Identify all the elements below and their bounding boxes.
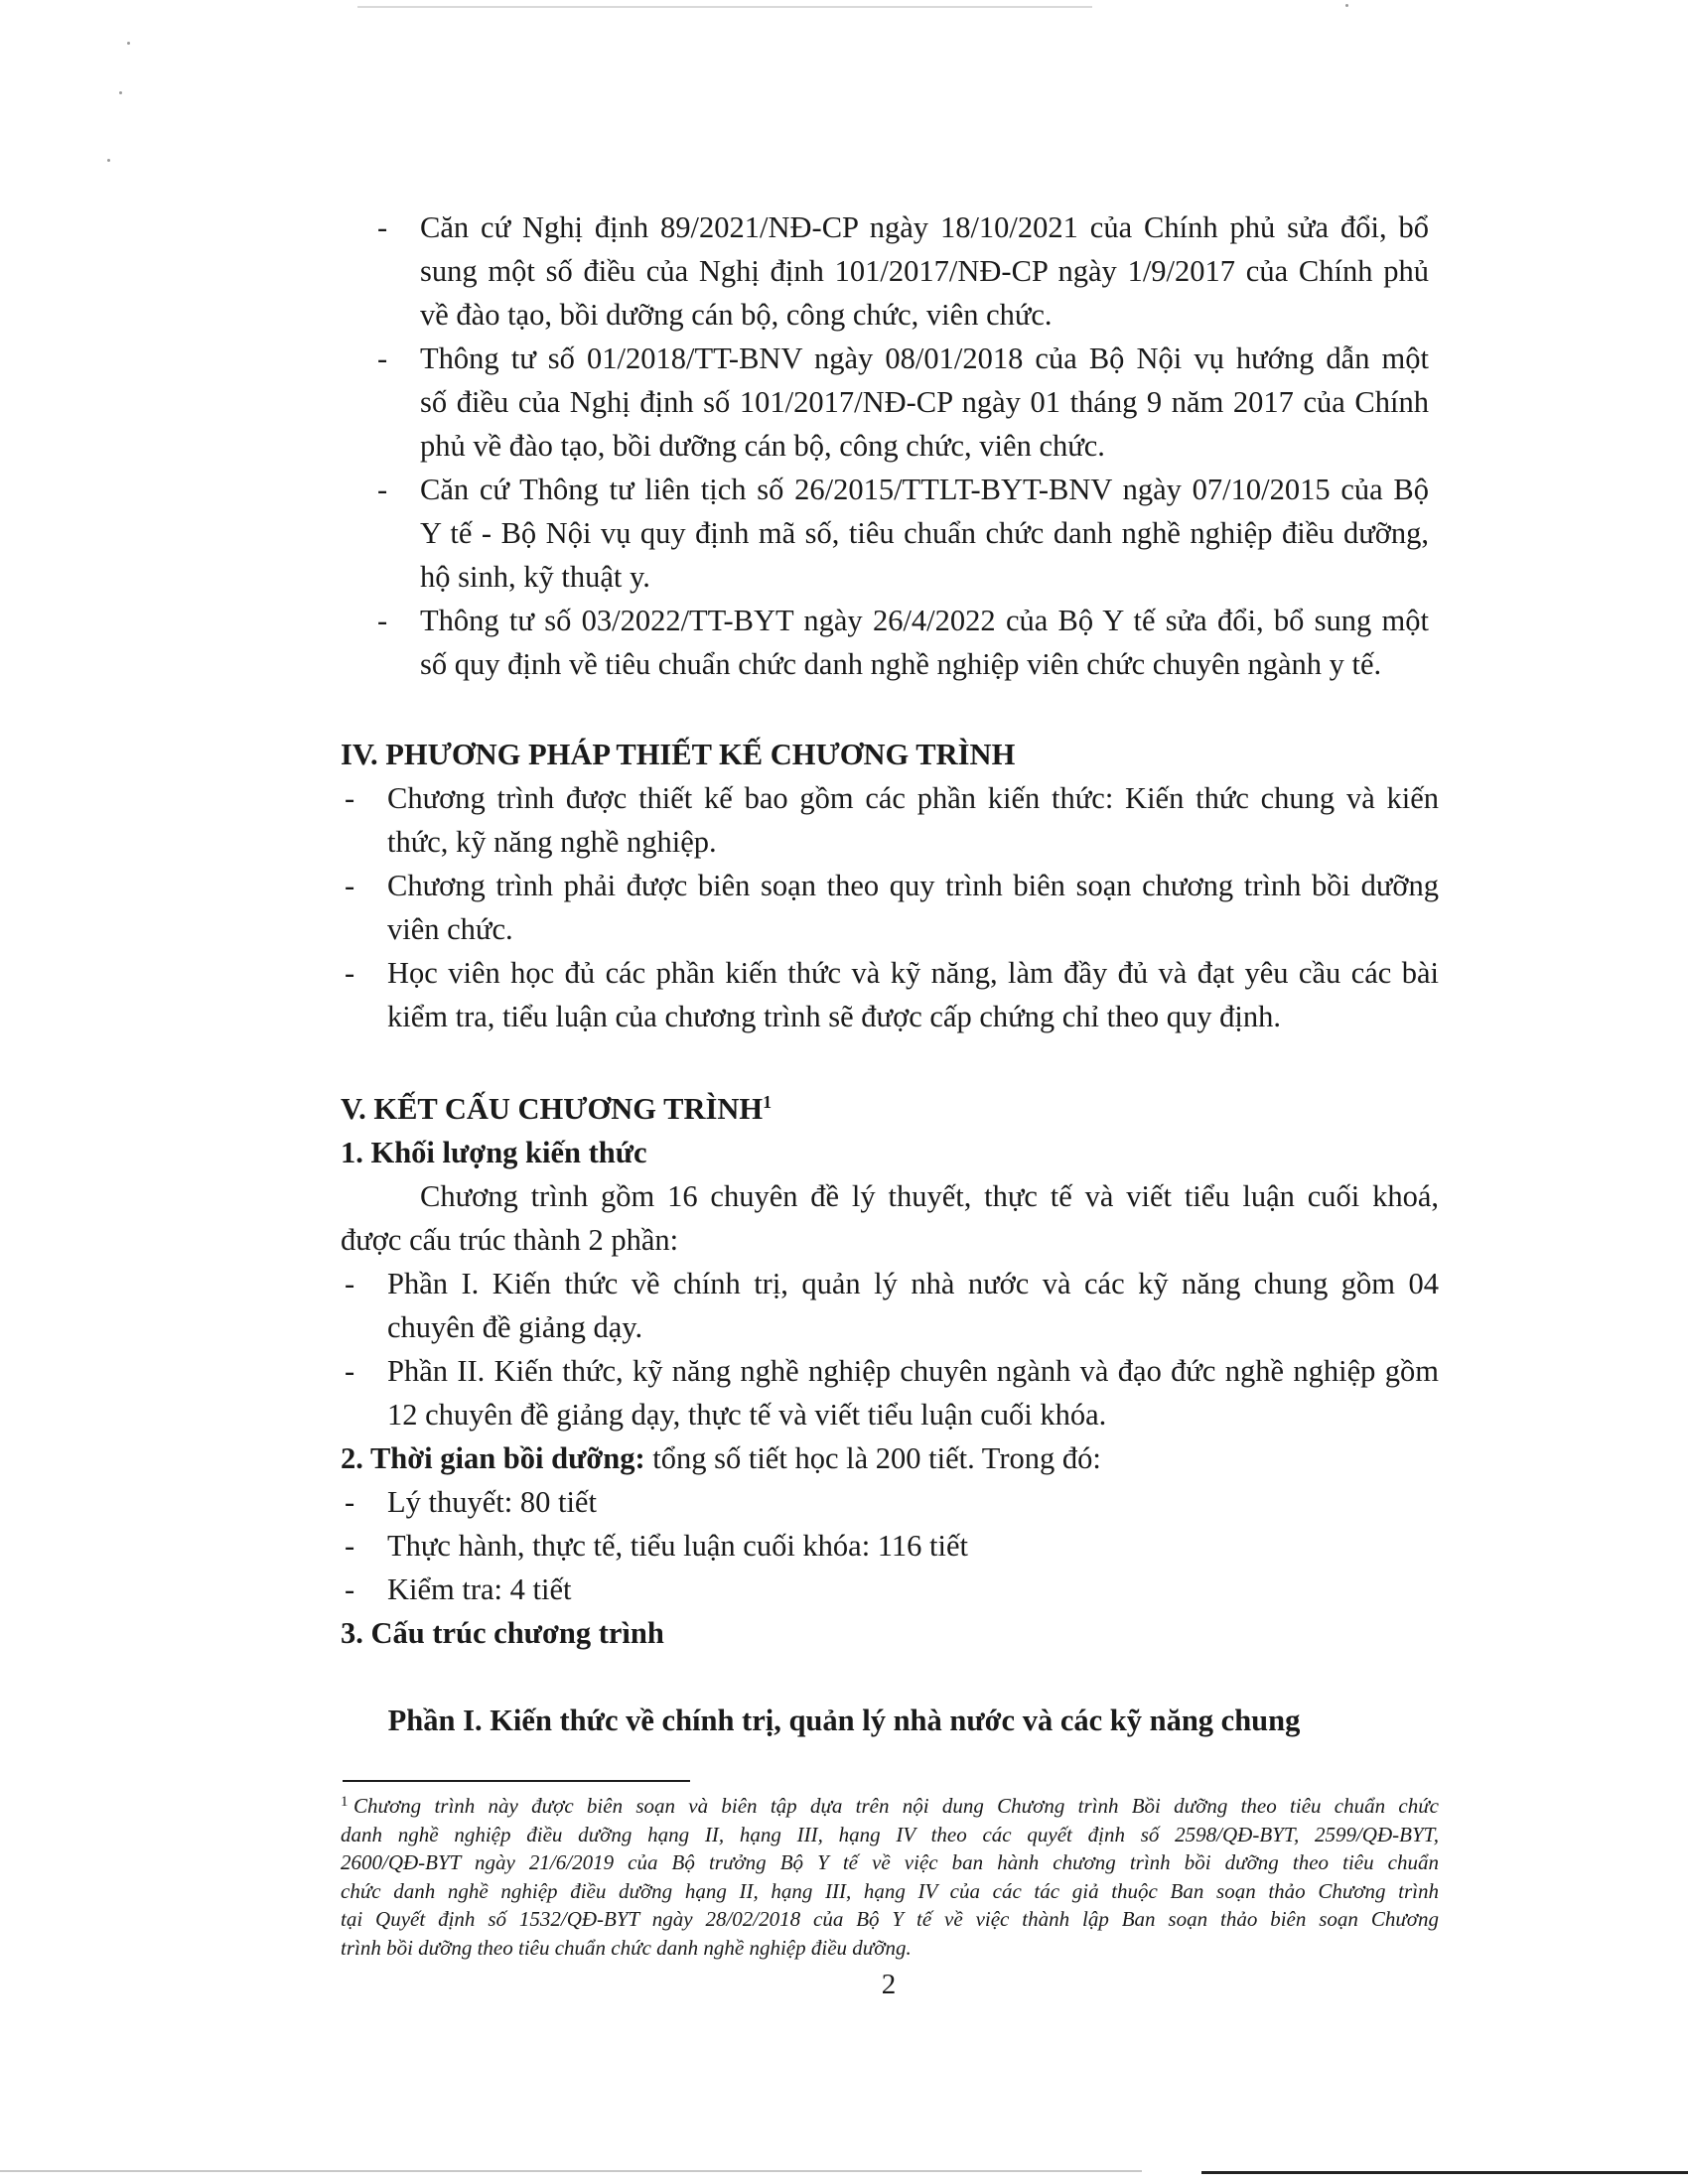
list-item-line: Chương trình phải được biên soạn theo quy trình biên soạn chương trình bồi dưỡng [387,869,1439,902]
list-item-line: Phần I. Kiến thức về chính trị, quản lý nhà nước và các kỹ năng chung gồm 04 [387,1267,1439,1300]
list-item-line: kiểm tra, tiểu luận của chương trình sẽ được cấp chứng chỉ theo quy định. [387,1000,1282,1033]
list-item-marker: - [345,1529,355,1563]
list-item-line: phủ về đào tạo, bồi dưỡng cán bộ, công chức, viên chức. [420,429,1105,463]
footnote-line: Chương trình này được biên soạn và biên tập dựa trên nội dung Chương trình Bồi dưỡng theo tiêu chuẩn chức [353,1794,1439,1818]
list-item-line: số quy định về tiêu chuẩn chức danh nghề nghiệp viên chức chuyên ngành y tế. [420,647,1382,681]
scan-edge-bottom [0,2170,1142,2172]
footnote-line: trình bồi dưỡng theo tiêu chuẩn chức danh nghề nghiệp điều dưỡng. [341,1935,912,1960]
list-item-line: 12 chuyên đề giảng dạy, thực tế và viết tiểu luận cuối khóa. [387,1398,1107,1432]
footnote-rule [343,1780,690,1782]
list-item-line: sung một số điều của Nghị định 101/2017/NĐ-CP ngày 1/9/2017 của Chính phủ [420,254,1429,288]
footnote-line: 2600/QĐ-BYT ngày 21/6/2019 của Bộ trưởng Bộ Y tế về việc ban hành chương trình bồi dưỡng theo tiêu chuẩn [341,1850,1439,1874]
list-item-line: Phần II. Kiến thức, kỹ năng nghề nghiệp chuyên ngành và đạo đức nghề nghiệp gồm [387,1354,1439,1388]
list-item-line: thức, kỹ năng nghề nghiệp. [387,825,717,859]
list-item-line: Y tế - Bộ Nội vụ quy định mã số, tiêu chuẩn chức danh nghề nghiệp điều dưỡng, [420,516,1429,550]
list-item-marker: - [377,604,388,637]
subsection-line [341,1436,1101,1480]
list-item-line: Học viên học đủ các phần kiến thức và kỹ năng, làm đầy đủ và đạt yêu cầu các bài [387,956,1439,990]
list-item-line: chuyên đề giảng dạy. [387,1310,643,1344]
list-item-marker: - [377,210,388,244]
list-item-text: Thực hành, thực tế, tiểu luận cuối khóa: 116 tiết [387,1529,969,1563]
subsection-heading: 2. Thời gian bồi dưỡng: [341,1441,645,1475]
list-item-marker: - [345,1485,355,1519]
list-item-line: Chương trình được thiết kế bao gồm các phần kiến thức: Kiến thức chung và kiến [387,781,1439,815]
footnote-line: danh nghề nghiệp điều dưỡng hạng II, hạng III, hạng IV theo các quyết định số 2598/QĐ-BYT, 2599/QĐ-BYT, [341,1822,1439,1846]
section-heading: IV. PHƯƠNG PHÁP THIẾT KẾ CHƯƠNG TRÌNH [341,738,1016,771]
section-heading [341,1087,772,1131]
list-item-line: Thông tư số 01/2018/TT-BNV ngày 08/01/2018 của Bộ Nội vụ hướng dẫn một [420,341,1429,375]
page-number: 2 [881,1969,897,2000]
list-item-marker: - [345,869,355,902]
list-item-line: hộ sinh, kỹ thuật y. [420,560,650,594]
subsection-heading: 3. Cấu trúc chương trình [341,1616,664,1650]
list-item-line: Căn cứ Nghị định 89/2021/NĐ-CP ngày 18/10/2021 của Chính phủ sửa đổi, bổ [420,210,1429,244]
list-item-marker: - [345,1267,355,1300]
scan-speck [107,159,110,162]
scan-edge-bottom-dark [1201,2171,1688,2174]
list-item-marker: - [377,473,388,506]
list-item-text: Kiểm tra: 4 tiết [387,1572,572,1606]
section-heading-text: V. KẾT CẤU CHƯƠNG TRÌNH [341,1092,764,1126]
paragraph-line: được cấu trúc thành 2 phần: [341,1223,679,1257]
list-item-marker: - [345,781,355,815]
footnote-marker: 1 [341,1794,349,1810]
footnote-line: tại Quyết định số 1532/QĐ-BYT ngày 28/02/2018 của Bộ Y tế về việc thành lập Ban soạn thảo biên soạn Chương [341,1907,1439,1931]
list-item-line: Căn cứ Thông tư liên tịch số 26/2015/TTLT-BYT-BNV ngày 07/10/2015 của Bộ [420,473,1429,506]
list-item-marker: - [345,1354,355,1388]
scan-speck [119,91,122,94]
list-item-marker: - [345,956,355,990]
list-item-text: Lý thuyết: 80 tiết [387,1485,597,1519]
subsection-text: tổng số tiết học là 200 tiết. Trong đó: [652,1441,1101,1475]
list-item-line: Thông tư số 03/2022/TT-BYT ngày 26/4/2022 của Bộ Y tế sửa đổi, bổ sung một [420,604,1429,637]
list-item-line: về đào tạo, bồi dưỡng cán bộ, công chức, viên chức. [420,298,1053,332]
scan-speck [127,42,130,45]
footnote-reference[interactable]: 1 [763,1091,773,1112]
paragraph-line: Chương trình gồm 16 chuyên đề lý thuyết, thực tế và viết tiểu luận cuối khoá, [420,1179,1439,1213]
list-item-marker: - [345,1572,355,1606]
scan-speck [1345,4,1348,7]
part-title: Phần I. Kiến thức về chính trị, quản lý nhà nước và các kỹ năng chung [387,1704,1301,1737]
scan-edge-top [357,6,1092,8]
list-item-marker: - [377,341,388,375]
subsection-heading: 1. Khối lượng kiến thức [341,1136,647,1169]
list-item-line: viên chức. [387,912,513,946]
list-item-line: số điều của Nghị định số 101/2017/NĐ-CP ngày 01 tháng 9 năm 2017 của Chính [420,385,1429,419]
footnote-line: chức danh nghề nghiệp điều dưỡng hạng II, hạng III, hạng IV của các tác giả thuộc Ban soạn thảo Chương trình [341,1878,1439,1903]
